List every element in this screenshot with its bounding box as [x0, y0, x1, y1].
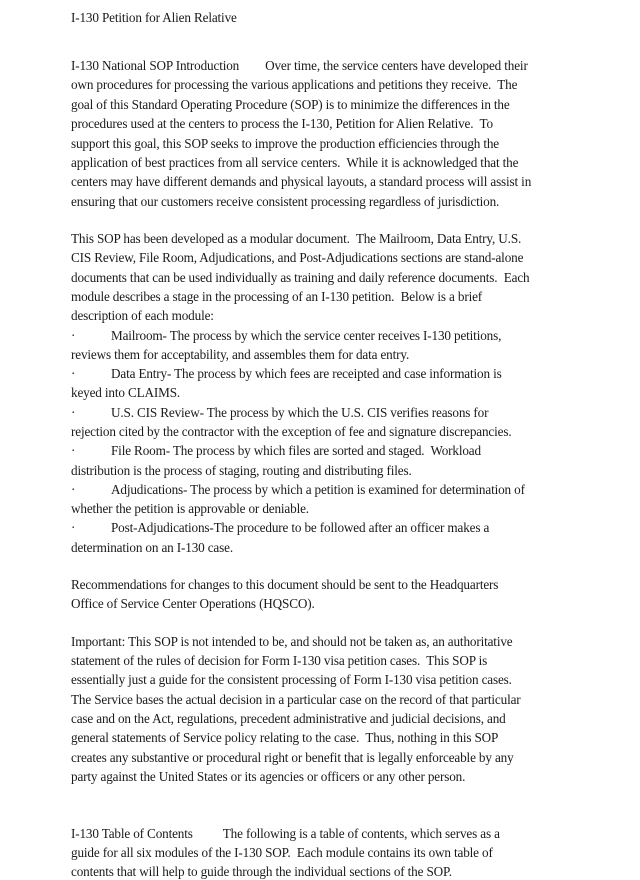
intro-heading: I-130 National SOP Introduction: [71, 58, 240, 73]
module-description: File Room- The process by which files are sorted and staged. Workload: [111, 443, 481, 458]
module-description: Adjudications- The process by which a petition is examined for determination of: [111, 482, 525, 497]
bullet-icon: ·: [71, 366, 76, 381]
intro-line-5: application of best practices from all service centers. While it is acknowledged that the: [71, 155, 519, 170]
module-item-file-room: [71, 443, 481, 459]
modular-line-0: This SOP has been developed as a modular document. The Mailroom, Data Entry, U.S.: [71, 231, 522, 246]
important-line-6: creates any substantive or procedural right or benefit that is legally enforceable by any: [71, 750, 514, 765]
toc-line-2: contents that will help to guide through the individual sections of the SOP.: [71, 864, 452, 879]
intro-line-4: support this goal, this SOP seeks to improve the production efficiencies through the: [71, 136, 500, 151]
module-item-post-adjudications: [71, 520, 489, 536]
module-item-data-entry: [71, 366, 502, 382]
bullet-icon: ·: [71, 443, 76, 458]
important-line-7: party against the United States or its agencies or officers or any other person.: [71, 769, 466, 784]
intro-line-6: centers may have different demands and physical layouts, a standard process will assist in: [71, 174, 532, 189]
important-line-3: The Service bases the actual decision in a particular case on the record of that particular: [71, 692, 521, 707]
module-description: Data Entry- The process by which fees are receipted and case information is: [111, 366, 502, 381]
bullet-icon: ·: [71, 482, 76, 497]
modular-line-1: CIS Review, File Room, Adjudications, and Post-Adjudications sections are stand-alone: [71, 250, 524, 265]
module-description: U.S. CIS Review- The process by which the U.S. CIS verifies reasons for: [111, 405, 489, 420]
toc-first-line: [71, 826, 500, 842]
bullet-icon: ·: [71, 328, 76, 343]
document-title: I-130 Petition for Alien Relative: [71, 10, 237, 25]
intro-line-0: Over time, the service centers have developed their: [265, 58, 528, 73]
modular-line-2: documents that can be used individually as training and daily reference documents. Each: [71, 270, 530, 285]
modular-line-3: module describes a stage in the processing of an I-130 petition. Below is a brief: [71, 289, 483, 304]
module-description: Mailroom- The process by which the service center receives I-130 petitions,: [111, 328, 502, 343]
intro-line-1: own procedures for processing the various applications and petitions they receive. The: [71, 77, 518, 92]
module-item-adjudications-cont: whether the petition is approvable or deniable.: [71, 501, 309, 516]
toc-line-1: guide for all six modules of the I-130 SOP. Each module contains its own table of: [71, 845, 493, 860]
intro-first-line: [71, 58, 528, 74]
important-line-1: statement of the rules of decision for Form I-130 visa petition cases. This SOP is: [71, 653, 488, 668]
modular-line-4: description of each module:: [71, 308, 214, 323]
important-line-2: essentially just a guide for the consistent processing of Form I-130 visa petition cases.: [71, 672, 512, 687]
module-description: Post-Adjudications-The procedure to be followed after an officer makes a: [111, 520, 490, 535]
module-item-adjudications: [71, 482, 525, 498]
important-line-0: Important: This SOP is not intended to be, and should not be taken as, an authoritative: [71, 634, 513, 649]
module-item-uscis-review: [71, 405, 488, 421]
toc-heading: I-130 Table of Contents: [71, 826, 193, 841]
recommendations-line-1: Office of Service Center Operations (HQSCO).: [71, 596, 315, 611]
module-item-uscis-review-cont: rejection cited by the contractor with the exception of fee and signature discrepancies.: [71, 424, 512, 439]
toc-line-0: The following is a table of contents, which serves as a: [222, 826, 500, 841]
important-line-5: general statements of Service policy relating to the case. Thus, nothing in this SOP: [71, 730, 499, 745]
intro-line-3: procedures used at the centers to process the I-130, Petition for Alien Relative. To: [71, 116, 493, 131]
intro-line-2: goal of this Standard Operating Procedure (SOP) is to minimize the differences in the: [71, 97, 510, 112]
module-item-data-entry-cont: keyed into CLAIMS.: [71, 385, 181, 400]
module-item-file-room-cont: distribution is the process of staging, routing and distributing files.: [71, 463, 412, 478]
bullet-icon: ·: [71, 520, 76, 535]
module-item-post-adjudications-cont: determination on an I-130 case.: [71, 540, 233, 555]
recommendations-line-0: Recommendations for changes to this document should be sent to the Headquarters: [71, 577, 499, 592]
intro-line-7: ensuring that our customers receive consistent processing regardless of jurisdiction.: [71, 194, 500, 209]
bullet-icon: ·: [71, 405, 76, 420]
module-item-mailroom: [71, 328, 501, 344]
module-item-mailroom-cont: reviews them for acceptability, and assembles them for data entry.: [71, 347, 410, 362]
important-line-4: case and on the Act, regulations, precedent administrative and judicial decisions, and: [71, 711, 506, 726]
